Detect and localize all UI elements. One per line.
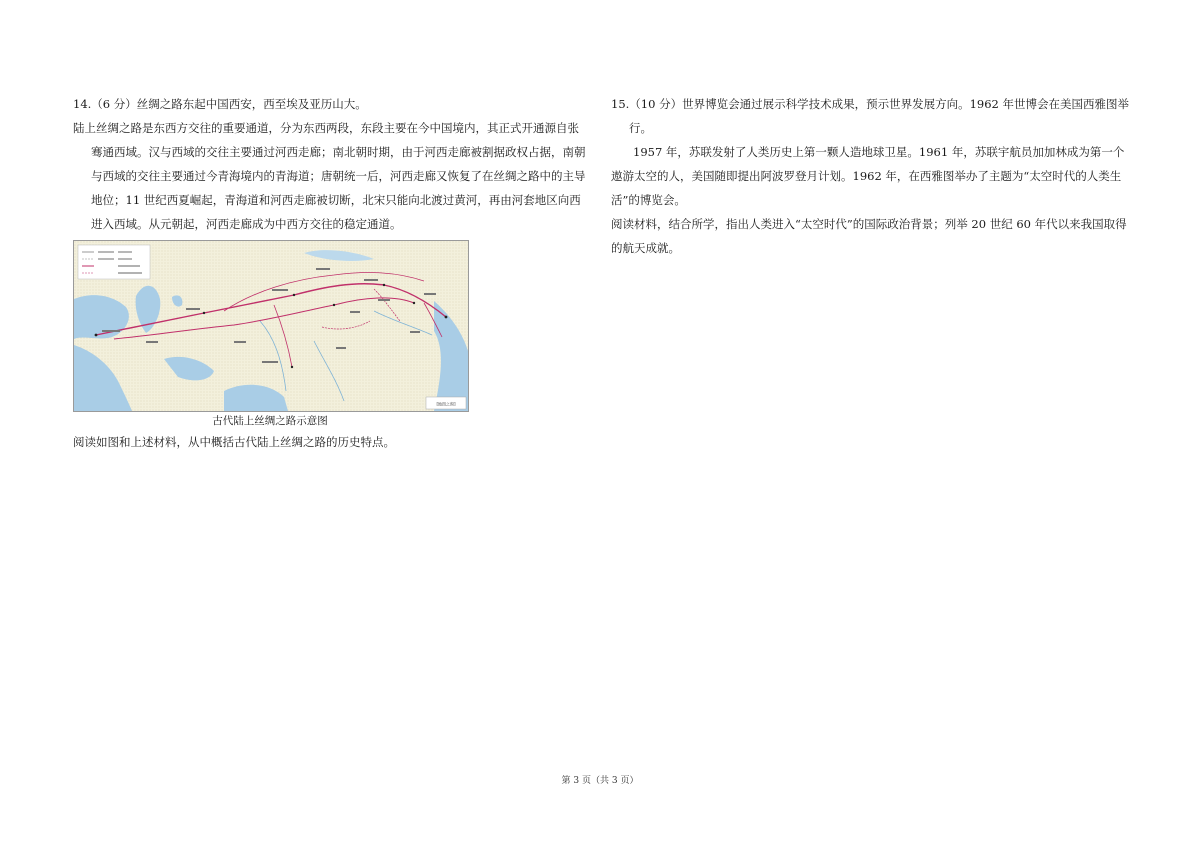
map-watermark: [地图之窗] [436, 401, 456, 407]
q14-material: 陆上丝绸之路是东西方交往的重要通道，分为东西两段，东段主要在今中国境内，其正式开通源自张骞通西域。汉与西域的交往主要通过河西走廊；南北朝时期，由于河西走廊被割据政权占据，南朝与西域的交往主要通过今青海境内的青海道；唐朝统一后，河西走廊又恢复了在丝绸之路中的主导地位；11 世纪西夏崛起，青海道和河西走廊被切断，北宋只能向北渡过黄河，再由河套地区向西进入西域。从元朝起，河西走廊成为中西方交往的稳定通道。 [73, 121, 586, 231]
q15-question: 阅读材料，结合所学，指出人类进入“太空时代”的国际政治背景；列举 20 世纪 60 年代以来我国取得的航天成就。 [611, 217, 1127, 255]
question-14 [73, 92, 588, 454]
map-caption: 古代陆上丝绸之路示意图 [212, 415, 328, 427]
silk-road-map [73, 240, 469, 412]
q15-title: 15.（10 分）世界博览会通过展示科学技术成果，预示世界发展方向。1962 年世博会在美国西雅图举行。 [611, 97, 1129, 135]
page-footer: 第 3 页（共 3 页） [561, 776, 639, 786]
map-graphic [74, 241, 468, 411]
q14-title: 14.（6 分）丝绸之路东起中国西安，西至埃及亚历山大。 [73, 97, 367, 111]
question-15 [611, 92, 1131, 260]
q15-material: 1957 年，苏联发射了人类历史上第一颗人造地球卫星。1961 年，苏联宇航员加加林成为第一个遨游太空的人，美国随即提出阿波罗登月计划。1962 年，在西雅图举办了主题为“太空时代的人类生活”的博览会。 [611, 145, 1125, 207]
q14-question: 阅读如图和上述材料，从中概括古代陆上丝绸之路的历史特点。 [73, 435, 395, 449]
map-legend [78, 245, 150, 279]
